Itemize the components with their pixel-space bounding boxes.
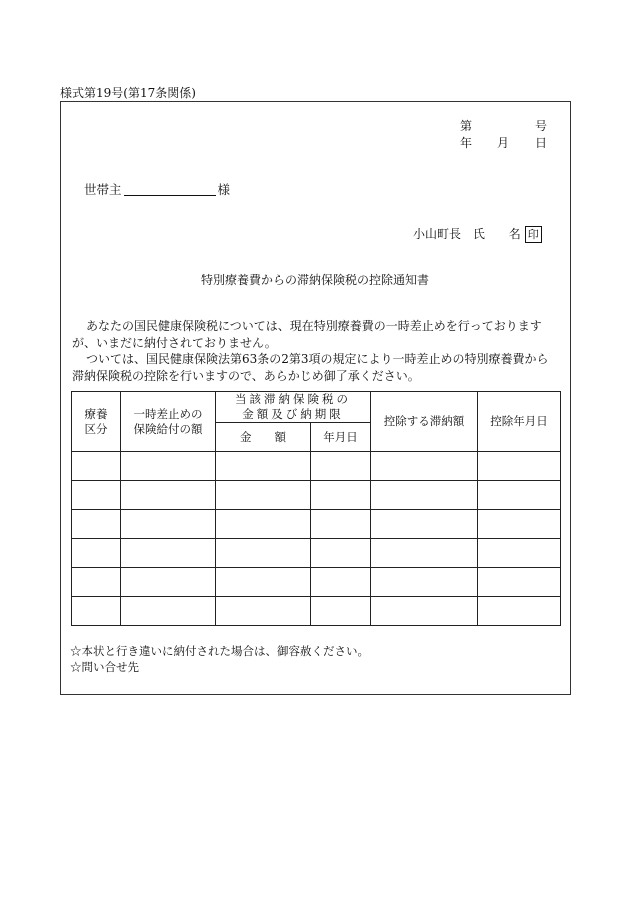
table-row bbox=[72, 481, 561, 510]
header-suspended-line1: 一時差止めの bbox=[133, 406, 203, 421]
table-body bbox=[72, 452, 561, 626]
table-cell[interactable] bbox=[72, 539, 121, 568]
table-cell[interactable] bbox=[216, 510, 311, 539]
document-title: 特別療養費からの滞納保険税の控除通知書 bbox=[200, 273, 429, 287]
header-category bbox=[72, 392, 121, 452]
table-row bbox=[72, 539, 561, 568]
header-category-line1: 療養 bbox=[84, 406, 108, 421]
body-paragraph-2 bbox=[72, 351, 560, 384]
table-cell[interactable] bbox=[478, 510, 561, 539]
table-cell[interactable] bbox=[371, 481, 478, 510]
table-row bbox=[72, 568, 561, 597]
form-number-label: 様式第19号(第17条関係) bbox=[60, 86, 196, 100]
table-cell[interactable] bbox=[371, 452, 478, 481]
seal-mark: 印 bbox=[525, 226, 542, 243]
issue-month-label: 月 bbox=[497, 136, 510, 150]
table-cell[interactable] bbox=[121, 568, 216, 597]
table-cell[interactable] bbox=[311, 510, 371, 539]
issue-day-label: 日 bbox=[535, 136, 548, 150]
table-cell[interactable] bbox=[216, 597, 311, 626]
table-cell[interactable] bbox=[311, 597, 371, 626]
table-cell[interactable] bbox=[478, 597, 561, 626]
sender-name-label-2: 名 bbox=[508, 227, 521, 241]
table-row bbox=[72, 452, 561, 481]
recipient-prefix: 世帯主 bbox=[84, 182, 122, 197]
issue-year-label: 年 bbox=[460, 136, 473, 150]
table-cell[interactable] bbox=[478, 568, 561, 597]
header-tax-group-line1: 当該滞納保険税の bbox=[235, 392, 351, 406]
table-cell[interactable] bbox=[478, 452, 561, 481]
note-2: ☆問い合せ先 bbox=[70, 660, 139, 674]
header-suspended-benefit bbox=[121, 392, 216, 452]
issue-number-prefix: 第 bbox=[460, 119, 473, 133]
header-amount: 金 額 bbox=[216, 423, 311, 452]
table-cell[interactable] bbox=[216, 452, 311, 481]
table-cell[interactable] bbox=[72, 568, 121, 597]
recipient-name-blank[interactable] bbox=[124, 183, 216, 196]
deduction-table bbox=[71, 391, 561, 626]
table-cell[interactable] bbox=[72, 510, 121, 539]
note-1: ☆本状と行き違いに納付された場合は、御容赦ください。 bbox=[70, 644, 369, 658]
table-cell[interactable] bbox=[121, 452, 216, 481]
paragraph-1-text: あなたの国民健康保険税については、現在特別療養費の一時差止めを行っておりますが、いまだに納付されておりません。 bbox=[72, 319, 542, 350]
header-deduct-amount: 控除する滞納額 bbox=[371, 392, 478, 452]
recipient-line bbox=[84, 180, 230, 198]
table-cell[interactable] bbox=[371, 510, 478, 539]
recipient-suffix: 様 bbox=[217, 182, 231, 197]
table-cell[interactable] bbox=[216, 568, 311, 597]
table-cell[interactable] bbox=[216, 539, 311, 568]
table-cell[interactable] bbox=[371, 597, 478, 626]
table-cell[interactable] bbox=[371, 568, 478, 597]
header-due-date: 年月日 bbox=[311, 423, 371, 452]
header-tax-group-line2: 金額及び納期限 bbox=[242, 407, 344, 421]
table-cell[interactable] bbox=[121, 481, 216, 510]
paragraph-2-text: ついては、国民健康保険法第63条の2第3項の規定により一時差止めの特別療養費から滞納保険税の控除を行いますので、あらかじめ御了承ください。 bbox=[72, 352, 549, 383]
table-cell[interactable] bbox=[121, 510, 216, 539]
sender-title: 小山町長 bbox=[413, 227, 462, 241]
table-row bbox=[72, 510, 561, 539]
sender-line bbox=[413, 225, 542, 243]
table-cell[interactable] bbox=[72, 452, 121, 481]
header-category-line2: 区分 bbox=[84, 421, 108, 436]
table-cell[interactable] bbox=[311, 452, 371, 481]
table-row bbox=[72, 597, 561, 626]
notes bbox=[70, 643, 369, 675]
table-cell[interactable] bbox=[478, 481, 561, 510]
table-cell[interactable] bbox=[216, 481, 311, 510]
header-suspended-line2: 保険給付の額 bbox=[133, 421, 203, 436]
header-tax-group bbox=[216, 392, 371, 423]
table-cell[interactable] bbox=[311, 539, 371, 568]
table-cell[interactable] bbox=[72, 481, 121, 510]
table-cell[interactable] bbox=[311, 481, 371, 510]
table-cell[interactable] bbox=[72, 597, 121, 626]
body-paragraph-1 bbox=[72, 318, 560, 351]
table-cell[interactable] bbox=[311, 568, 371, 597]
table-cell[interactable] bbox=[121, 539, 216, 568]
header-deduct-date: 控除年月日 bbox=[478, 392, 561, 452]
sender-name-label-1: 氏 bbox=[472, 227, 485, 241]
issue-number-suffix: 号 bbox=[535, 119, 548, 133]
table-cell[interactable] bbox=[371, 539, 478, 568]
table-cell[interactable] bbox=[121, 597, 216, 626]
table-cell[interactable] bbox=[478, 539, 561, 568]
